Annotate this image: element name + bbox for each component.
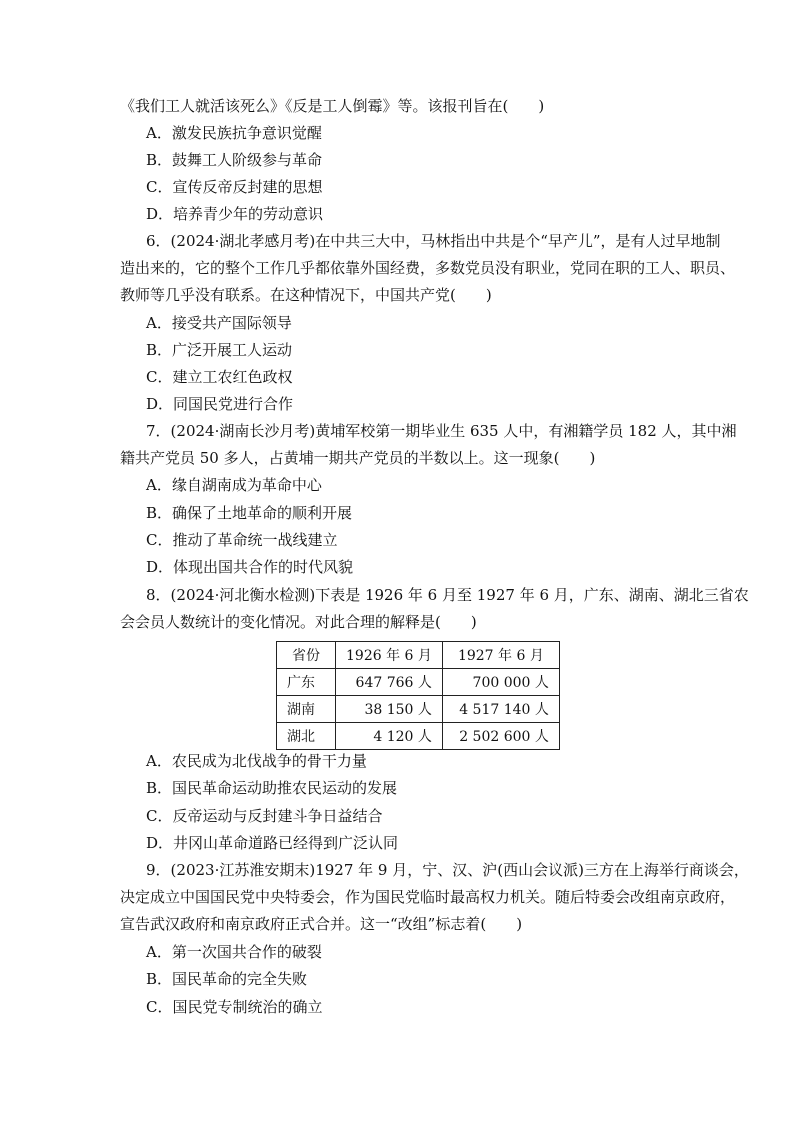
- q6-stem-line-2: 造出来的，它的整个工作几乎都依靠外国经费，多数党员没有职业，党同在职的工人、职员、: [120, 259, 736, 277]
- q6-option-c: C．建立工农红色政权: [146, 368, 293, 386]
- q5-option-b: B．鼓舞工人阶级参与革命: [146, 151, 323, 169]
- table-row: [277, 669, 560, 696]
- table-cell: 38 150 人: [336, 696, 443, 723]
- q5-option-d: D．培养青少年的劳动意识: [146, 205, 324, 223]
- q9-stem-line-3: 宣告武汉政府和南京政府正式合并。这一“改组”标志着( ): [120, 915, 523, 933]
- q6-stem-line-3: 教师等几乎没有联系。在这种情况下，中国共产党( ): [120, 286, 492, 304]
- q9-stem-line-1: 9．(2023·江苏淮安期末)1927 年 9 月，宁、汉、沪(西山会议派)三方在上海举行商谈会，: [146, 861, 749, 879]
- table-cell: 700 000 人: [442, 669, 559, 696]
- table-cell: 湖南: [277, 696, 336, 723]
- q8-option-a: A．农民成为北伐战争的骨干力量: [146, 752, 367, 770]
- q9-stem-line-2: 决定成立中国国民党中央特委会，作为国民党临时最高权力机关。随后特委会改组南京政府，: [120, 888, 736, 906]
- table-row: [277, 696, 560, 723]
- q6-stem-line-1: 6．(2024·湖北孝感月考)在中共三大中，马林指出中共是个“早产儿”，是有人过早地制: [146, 232, 721, 250]
- q9-option-c: C．国民党专制统治的确立: [146, 998, 323, 1016]
- q7-stem-line-2: 籍共产党员 50 多人，占黄埔一期共产党员的半数以上。这一现象( ): [120, 449, 596, 467]
- q7-option-c: C．推动了革命统一战线建立: [146, 531, 338, 549]
- q6-option-a: A．接受共产国际领导: [146, 314, 292, 332]
- table-cell: 湖北: [277, 723, 336, 750]
- membership-table: [276, 641, 560, 750]
- q7-option-a: A．缘自湖南成为革命中心: [146, 476, 322, 494]
- q5-option-a: A．激发民族抗争意识觉醒: [146, 124, 322, 142]
- table-row: [277, 723, 560, 750]
- table-cell: 4 517 140 人: [442, 696, 559, 723]
- q8-option-b: B．国民革命运动助推农民运动的发展: [146, 779, 398, 797]
- table-cell: 2 502 600 人: [442, 723, 559, 750]
- q7-option-b: B．确保了土地革命的顺利开展: [146, 504, 353, 522]
- q5-option-c: C．宣传反帝反封建的思想: [146, 178, 323, 196]
- q7-option-d: D．体现出国共合作的时代风貌: [146, 558, 354, 576]
- q7-stem-line-1: 7．(2024·湖南长沙月考)黄埔军校第一期毕业生 635 人中，有湘籍学员 182 人，其中湘: [146, 422, 737, 440]
- table-cell: 647 766 人: [336, 669, 443, 696]
- q8-stem-line-1: 8．(2024·河北衡水检测)下表是 1926 年 6 月至 1927 年 6 月，广东、湖南、湖北三省农: [146, 586, 749, 604]
- q5-stem-line: 《我们工人就活该死么》《反是工人倒霉》等。该报刊旨在( ): [120, 97, 545, 115]
- q9-option-a: A．第一次国共合作的破裂: [146, 943, 322, 961]
- q6-option-d: D．同国民党进行合作: [146, 395, 294, 413]
- table-cell: 4 120 人: [336, 723, 443, 750]
- q9-option-b: B．国民革命的完全失败: [146, 970, 308, 988]
- q8-option-c: C．反帝运动与反封建斗争日益结合: [146, 807, 383, 825]
- table-header-row: [277, 642, 560, 669]
- q8-stem-line-2: 会会员人数统计的变化情况。对此合理的解释是( ): [120, 613, 477, 631]
- q8-option-d: D．井冈山革命道路已经得到广泛认同: [146, 834, 399, 852]
- table-header-cell: 省份: [277, 642, 336, 669]
- q6-option-b: B．广泛开展工人运动: [146, 341, 293, 359]
- table-header-cell: 1926 年 6 月: [336, 642, 443, 669]
- table-header-cell: 1927 年 6 月: [442, 642, 559, 669]
- table-cell: 广东: [277, 669, 336, 696]
